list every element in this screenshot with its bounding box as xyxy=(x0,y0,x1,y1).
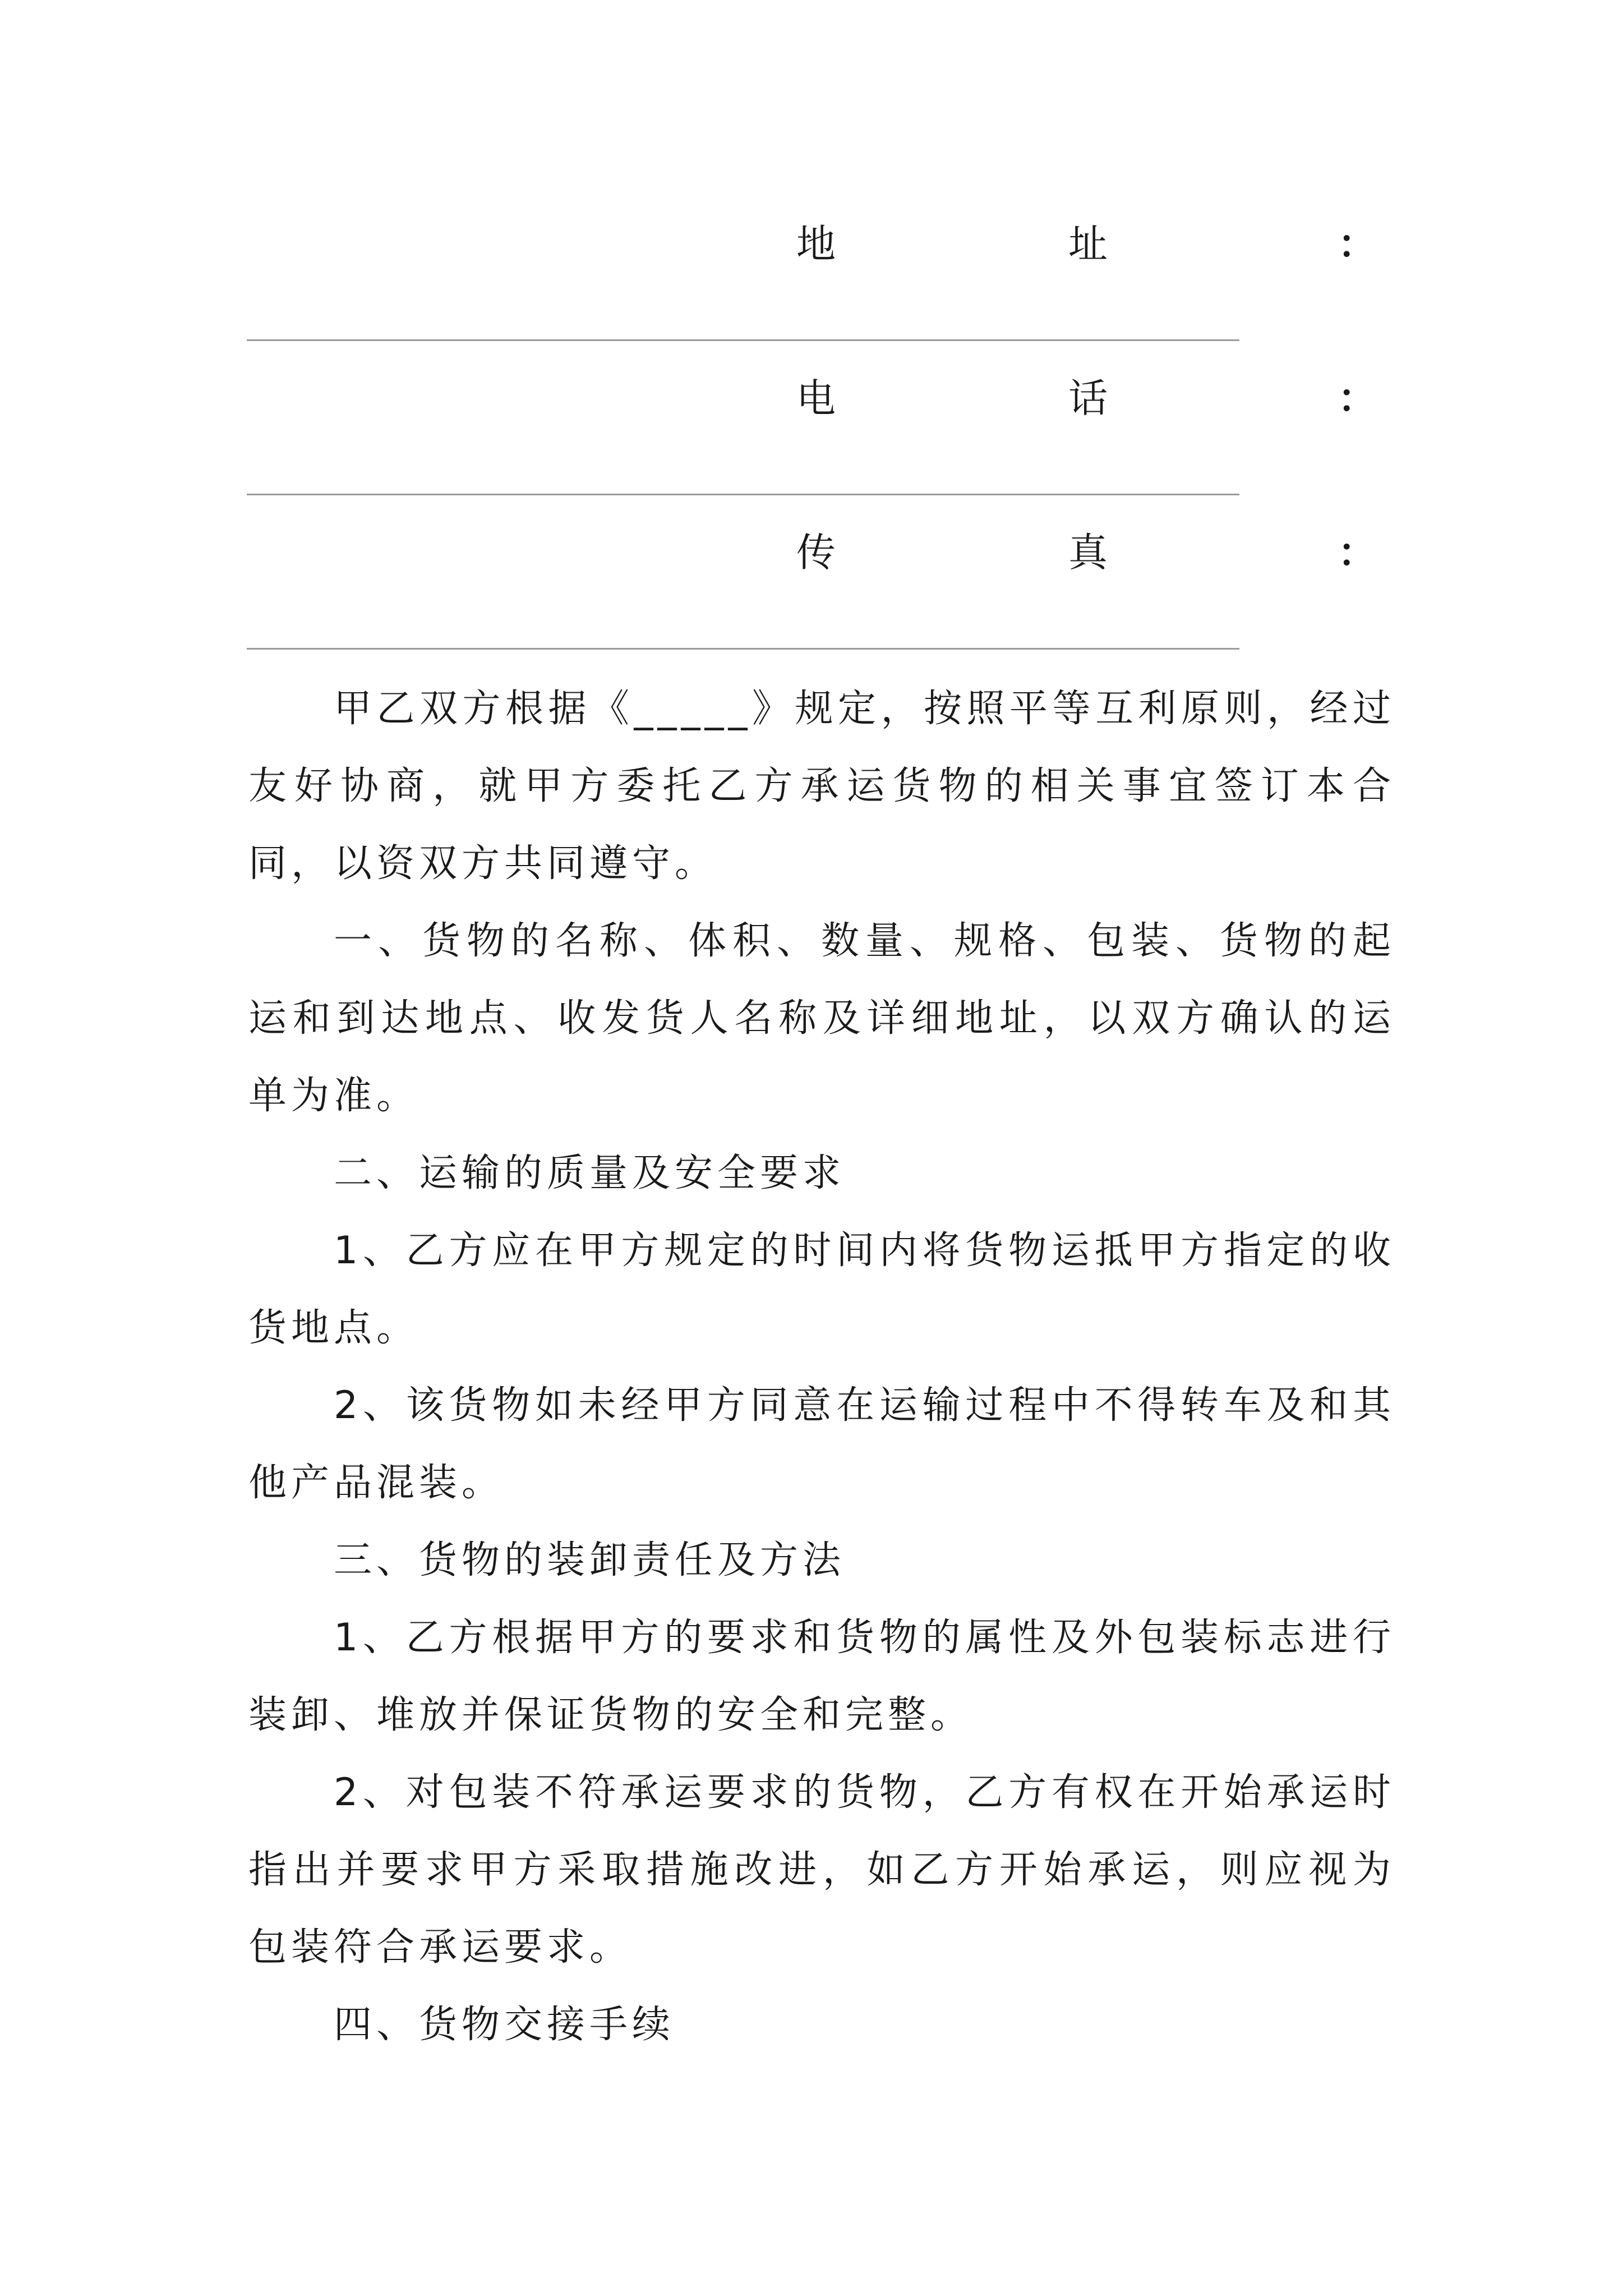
preamble-paragraph: 甲乙双方根据《_____》规定，按照平等互利原则，经过友好协商，就甲方委托乙方承运货物的相关事宜签订本合同，以资双方共同遵守。 xyxy=(248,687,1395,886)
address-label-char-2: 址 xyxy=(1068,221,1108,267)
fax-fill-line xyxy=(247,648,1239,650)
contract-body xyxy=(248,670,1395,2064)
fax-label-char-1: 传 xyxy=(796,530,836,576)
phone-label-char-2: 话 xyxy=(1068,375,1108,421)
phone-colon: ： xyxy=(1338,375,1377,421)
fax-field xyxy=(0,519,1623,586)
section-3-heading: 三、货物的装卸责任及方法 xyxy=(334,1538,846,1582)
clause-2-2-paragraph: 2、该货物如未经甲方同意在运输过程中不得转车及和其他产品混装。 xyxy=(248,1383,1395,1505)
phone-label-char-1: 电 xyxy=(796,375,836,421)
clause-3-2-paragraph: 2、对包装不符承运要求的货物，乙方有权在开始承运时指出并要求甲方采取措施改进，如乙方开始承运，则应视为包装符合承运要求。 xyxy=(248,1770,1395,1970)
address-fill-line xyxy=(247,339,1239,341)
fax-colon: ： xyxy=(1338,530,1377,576)
phone-fill-line xyxy=(247,494,1239,495)
clause-3-1-paragraph: 1、乙方根据甲方的要求和货物的属性及外包装标志进行装卸、堆放并保证货物的安全和完整。 xyxy=(248,1616,1395,1737)
section-2-heading: 二、运输的质量及安全要求 xyxy=(334,1151,846,1195)
clause-1-paragraph: 一、货物的名称、体积、数量、规格、包装、货物的起运和到达地点、收发货人名称及详细地址，以双方确认的运单为准。 xyxy=(248,919,1395,1118)
address-colon: ： xyxy=(1338,221,1377,267)
section-4-heading: 四、货物交接手续 xyxy=(334,2003,675,2047)
clause-2-1-paragraph: 1、乙方应在甲方规定的时间内将货物运抵甲方指定的收货地点。 xyxy=(248,1228,1395,1350)
fax-label-char-2: 真 xyxy=(1068,530,1108,576)
address-label-char-1: 地 xyxy=(796,221,836,267)
phone-field xyxy=(0,365,1623,432)
address-field xyxy=(0,210,1623,278)
